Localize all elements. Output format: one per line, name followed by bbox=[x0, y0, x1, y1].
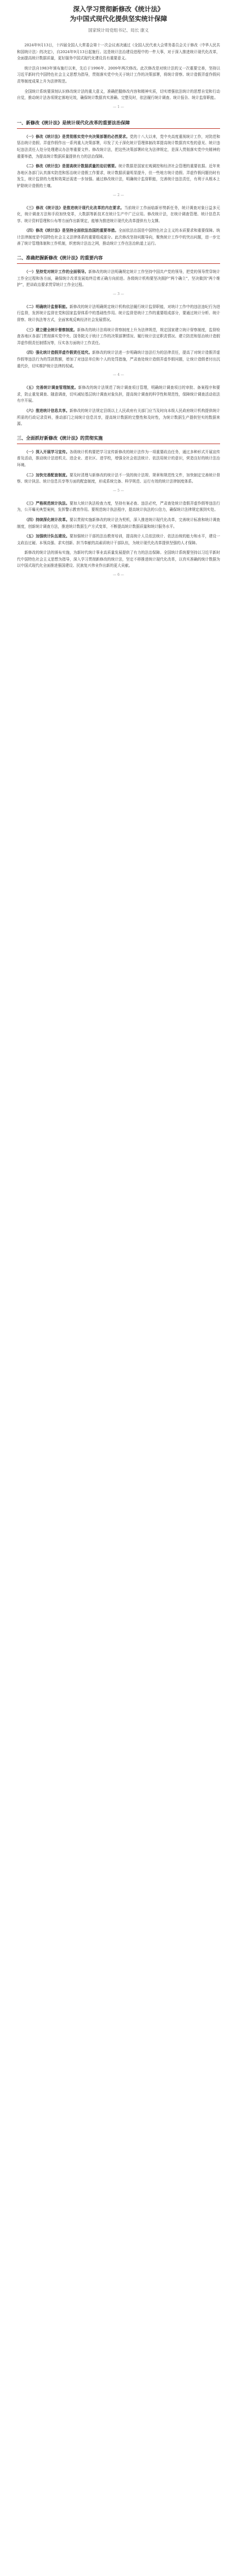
paragraph-body: 新修改的统计法明确规定统计工作坚持中国共产党的领导，把党的领导贯穿统计工作全过程和各方面，确保统计改革发展始终沿着正确方向前进。各级统计机构要坚决拥护“两个确立”，坚决做到“两个维护”，把讲政治要求贯穿统计工作全过程。 bbox=[17, 270, 220, 288]
article-title-line-2: 为中国式现代化提供坚实统计保障 bbox=[69, 15, 168, 23]
paragraph-lead: （四）修改《统计法》是坚持全面依法治国的重要举措。 bbox=[24, 228, 118, 233]
body-paragraph bbox=[17, 550, 220, 570]
author-byline: 国家统计局党组书记、局长 康义 bbox=[88, 28, 149, 33]
intro-paragraph: 全国统计系统要深刻认识修改统计法的重大意义，准确把握修改内容和精神实质，切实增强依法统计的思想自觉和行动自觉，推动统计法各项规定落地见效，确保统计数据真实准确、完整及时，依法履行统计调查、统计报告、统计监督职能。 bbox=[17, 89, 220, 101]
paragraph-body: 新修改的统计法规定县级以上人民政府有关部门应当及时向本级人民政府统计机构提供统计所需的行政记录资料，推动部门之间统计信息共享，提高统计数据的完整性和及时性，为统计数据生产提供坚实的数据来源。 bbox=[17, 408, 221, 427]
body-paragraph bbox=[17, 472, 220, 485]
page-number: — 1 — bbox=[113, 105, 124, 109]
body-paragraph bbox=[17, 205, 220, 225]
intro-paragraph: 统计法自1983年颁布施行以来，先后于1996年、2009年两次修改。此次修改是对统计法的又一次重要完善，坚持以习近平新时代中国特色社会主义思想为指导，贯彻落实党中央关于统计工作的决策部署，将统计督察、统计造假弄虚作假问责等制度成果上升为法律规范。 bbox=[17, 66, 220, 84]
paragraph-lead: （一）坚持党对统计工作的全面领导。 bbox=[24, 270, 89, 275]
paragraph-body: 党的十八大以来，党中央高度重视统计工作，对防范和惩治统计造假、弄虚作假作出一系列重大决策部署，印发了关于深化统计管理体制改革提高统计数据真实性的意见、统计违纪违法责任人处分处理建议办法等重要文件。修改统计法，把这些决策部署转化为法律规定，是深入贯彻落实党中央精神的重要举措，为提高统计数据质量提供有力的法治保障。 bbox=[17, 134, 221, 159]
section-heading: 一、新修改《统计法》是统计现代化改革的重要法治保障 bbox=[17, 117, 220, 129]
page-number: — 4 — bbox=[113, 373, 124, 377]
paragraph-lead: （二）加快完善配套制度。 bbox=[24, 472, 70, 477]
paragraph-body: 全面依法治国是中国特色社会主义的本质要求和重要保障。统计法律制度是中国特色社会主义法律体系的重要组成部分。此次修改坚持问题导向，聚焦统计工作中的突出问题，进一步完善了统计管理体制和工作机制，织密统计法治之网，推动统计工作在法治轨道上运行。 bbox=[17, 228, 221, 246]
body-paragraph bbox=[17, 533, 220, 546]
page-number: — 3 — bbox=[113, 292, 124, 296]
body-paragraph bbox=[17, 327, 220, 347]
body-paragraph bbox=[17, 134, 220, 160]
paragraph-body: 要加大统计执法检查力度，坚持有案必查、违法必究，严肃查处统计造假弄虚作假等违法行为，公开曝光典型案例，发挥警示教育作用。要规范统计执法程序，提高统计执法的公信力，确保统计法律规定落到实处。 bbox=[17, 501, 221, 512]
paragraph-lead: （一）深入开展学习宣传。 bbox=[24, 449, 70, 454]
intro-paragraph: 2024年9月13日，十四届全国人大常委会第十一次会议表决通过《全国人民代表大会常务委员会关于修改〈中华人民共和国统计法〉的决定》，自2024年9月13日起施行。这是统计法治建设进程中的一件大事，对于深入推进统计现代化改革，全面提高统计数据质量，更好服务中国式现代化建设具有重要意义。 bbox=[17, 43, 220, 61]
paragraph-lead: （二）明确统计监督职能。 bbox=[24, 304, 70, 309]
paragraph-body: 当前统计工作面临新形势新任务，统计调查对象日益多元化，统计调查方法和手段加快变革，大数据等新技术在统计生产中广泛应用。修改统计法，在统计调查管理、统计信息共享、统计资料管理和公布等方面作出新规定，能够为推进统计现代化改革提供有力支撑。 bbox=[17, 205, 221, 223]
paragraph-body: 新修改的统计法的颁布实施，为新时代统计事业高质量发展提供了有力的法治保障。全国统计系统要坚持以习近平新时代中国特色社会主义思想为指导，深入学习贯彻新修改的统计法，坚定不移推进统计现代化改革，以真实准确的统计数据为以中国式现代化全面推进强国建设、民族复兴伟业作出新的更大贡献。 bbox=[17, 550, 220, 568]
paragraph-body: 统计数据是国家宏观调控和经济社会管理的重要依据。近年来各地区各部门认真落实防范和惩治统计造假工作要求，统计数据质量明显提升，但一些地方统计造假、弄虚作假问题仍时有发生，统计监督的力度和效果还需进一步加强。通过修改统计法，明确统计监督职能，完善统计违法责任，有利于从根本上铲除统计造假的土壤。 bbox=[17, 164, 221, 188]
paragraph-body: 要加强统计干部的法治教育培训，提高统计人员依法统计、依法治统的能力和水平，建设一支政治过硬、本领高强、求实创新、担当奉献的高素质统计干部队伍，为统计现代化改革提供坚强的人才保障。 bbox=[17, 534, 221, 545]
body-paragraph bbox=[17, 304, 220, 324]
body-paragraph bbox=[17, 228, 220, 247]
body-paragraph bbox=[17, 350, 220, 370]
page-number: — 5 — bbox=[113, 488, 124, 493]
paragraph-body: 新修改的统计法将统计督察制度上升为法律规范，规定国家建立统计督察制度，监督检查各地区各部门贯彻落实党中央、国务院关于统计工作的决策部署情况、履行统计法定职责情况、建立防范和惩治统计造假弄虚作假责任制情况等，压实各方面统计工作责任。 bbox=[17, 327, 221, 345]
paragraph-body: 新修改的统计法明确规定统计机构依法履行统计监督职能，对统计工作中的违法违纪行为进行监督，发挥统计监督在党和国家监督体系中的基础性作用。统计监督是统计工作的重要组成部分，要通过统计分析、统计督察、统计执法等方式，全面客观反映经济社会发展情况。 bbox=[17, 304, 221, 323]
body-paragraph bbox=[17, 517, 220, 530]
paragraph-body: 要及时清理与新修改的统计法不一致的统计法规、规章和规范性文件，加快制定完善统计督察、统计执法、统计信息共享等方面的配套制度，形成系统完备、科学规范、运行有效的统计法律制度体系。 bbox=[17, 472, 221, 484]
paragraph-body: 新修改的统计法进一步明确统计违法行为的法律责任，提高了对统计造假弄虚作假等违法行为的罚款数额，增加了对违法单位和个人的处罚措施，严肃查处统计造假弄虚作假问题，让统计造假者付出沉重代价，切实维护统计法律的权威。 bbox=[17, 350, 220, 368]
paragraph-lead: （二）修改《统计法》是提高统计数据质量的迫切需要。 bbox=[24, 164, 118, 169]
body-paragraph bbox=[17, 449, 220, 469]
paragraph-lead: （五）加强统计队伍建设。 bbox=[24, 534, 70, 539]
body-paragraph bbox=[17, 385, 220, 405]
paragraph-lead: （三）建立健全统计督察制度。 bbox=[24, 327, 77, 332]
paragraph-lead: （一）修改《统计法》是贯彻落实党中央决策部署的必然要求。 bbox=[24, 134, 130, 139]
article-title-line-1: 深入学习贯彻新修改《统计法》 bbox=[73, 5, 164, 13]
paragraph-lead: （四）持续深化统计改革。 bbox=[24, 517, 70, 522]
paragraph-body: 要以贯彻实施新修改的统计法为契机，深入推进统计现代化改革，完善统计标准和统计调查制度，创新统计调查方法，推进统计数据生产方式变革，不断提高统计数据质量和统计服务水平。 bbox=[17, 517, 221, 529]
body-paragraph bbox=[17, 269, 220, 289]
paragraph-lead: （五）完善统计调查管理制度。 bbox=[24, 385, 78, 390]
paragraph-body: 新修改的统计法规范了统计调查项目管理，明确统计调查项目的审批、备案程序和要求，防止重复调查、随意调查，切实减轻基层统计调查对象负担，提高统计调查的科学性和规范性，保障统计调查活动依法有序开展。 bbox=[17, 385, 221, 403]
paragraph-lead: （三）严格规范统计执法。 bbox=[24, 501, 70, 506]
paragraph-lead: （三）修改《统计法》是推进统计现代化改革的内在要求。 bbox=[24, 205, 125, 210]
section-heading: 二、准确把握新修改《统计法》的重要内容 bbox=[17, 252, 220, 264]
page-number: — 2 — bbox=[113, 193, 124, 197]
page-number: — 6 — bbox=[113, 573, 124, 577]
body-paragraph bbox=[17, 163, 220, 189]
body-paragraph bbox=[17, 501, 220, 514]
paragraph-lead: （六）推进统计信息共享。 bbox=[24, 408, 70, 413]
paragraph-lead: （四）强化统计造假弄虚作假责任追究。 bbox=[24, 350, 93, 355]
body-paragraph bbox=[17, 408, 220, 428]
section-heading: 三、全面抓好新修改《统计法》的贯彻实施 bbox=[17, 432, 220, 444]
paragraph-body: 各级统计机构要把学习宣传新修改的统计法作为一项重要政治任务，通过多种形式开展宣传普及活动，推动统计法进机关、进企业、进社区、进学校，增强全社会依法统计、依法用统计的意识，营造良好的统计法治环境。 bbox=[17, 449, 221, 467]
